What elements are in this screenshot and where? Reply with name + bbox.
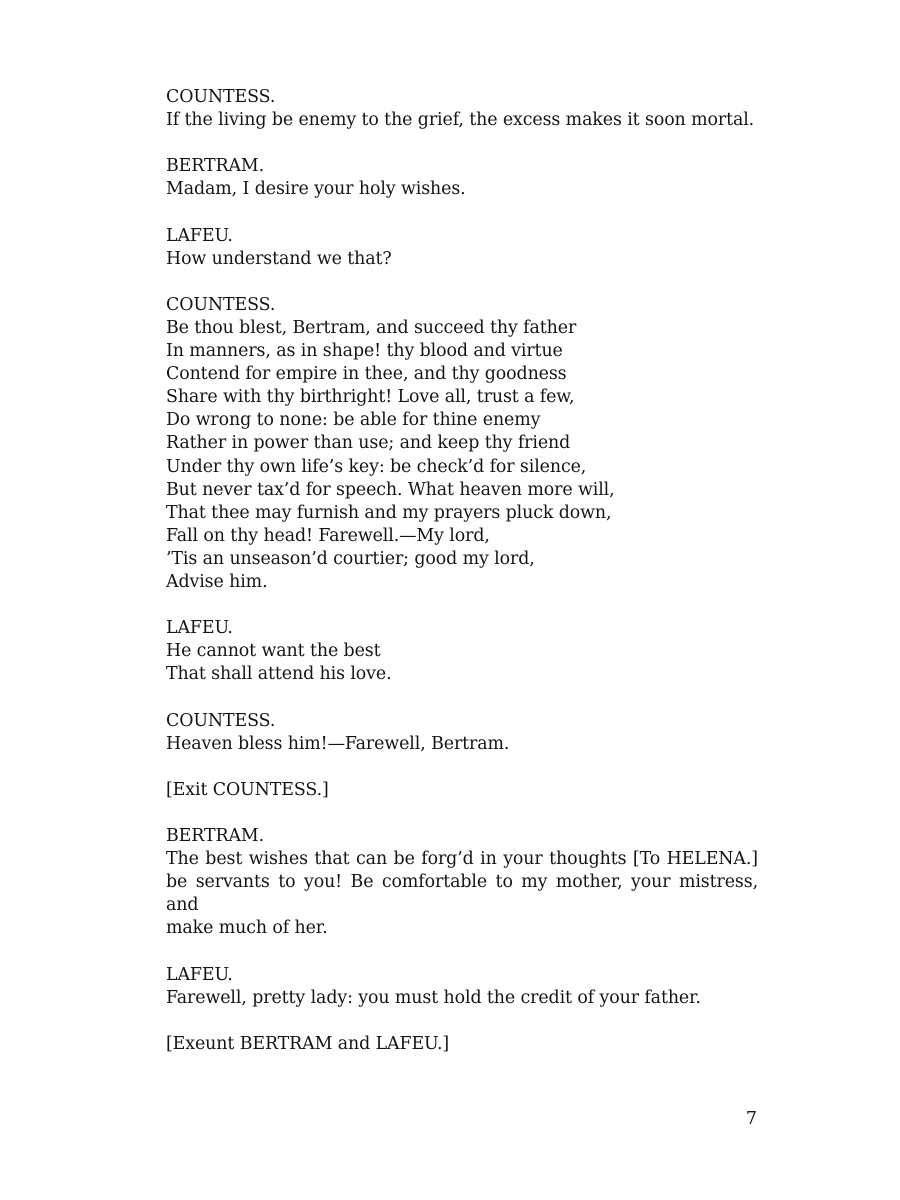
dialogue-line: Contend for empire in thee, and thy goodness bbox=[166, 364, 567, 385]
dialogue-line: How understand we that? bbox=[166, 248, 392, 269]
speaker-name: BERTRAM. bbox=[166, 156, 265, 177]
dialogue-line: Fall on thy head! Farewell.—My lord, bbox=[166, 525, 490, 546]
dialogue-line: Advise him. bbox=[166, 571, 268, 592]
dialogue-line: He cannot want the best bbox=[166, 641, 381, 662]
speech-block bbox=[166, 710, 758, 756]
dialogue-line: Be thou blest, Bertram, and succeed thy father bbox=[166, 317, 577, 338]
stage-direction-text: [Exit COUNTESS.] bbox=[166, 779, 329, 800]
speaker-name: BERTRAM. bbox=[166, 826, 265, 846]
dialogue-line: ’Tis an unseason’d courtier; good my lord, bbox=[166, 548, 535, 569]
speaker-name: LAFEU. bbox=[166, 225, 233, 246]
stage-direction-text: [Exeunt BERTRAM and LAFEU.] bbox=[166, 1033, 450, 1054]
script-text bbox=[166, 86, 758, 1079]
speaker-name: COUNTESS. bbox=[166, 294, 276, 315]
dialogue-line: Do wrong to none: be able for thine enemy bbox=[166, 410, 541, 431]
dialogue-line: Rather in power than use; and keep thy friend bbox=[166, 433, 571, 454]
dialogue-line: But never tax’d for speech. What heaven more will, bbox=[166, 479, 615, 500]
dialogue-line: Heaven bless him!—Farewell, Bertram. bbox=[166, 733, 510, 754]
dialogue-line: Under thy own life’s key: be check’d for silence, bbox=[166, 456, 587, 477]
speaker-name: LAFEU. bbox=[166, 964, 233, 985]
speech-block bbox=[166, 155, 758, 201]
stage-direction bbox=[166, 1033, 758, 1056]
speaker-name: COUNTESS. bbox=[166, 710, 276, 731]
speech-block bbox=[166, 617, 758, 686]
dialogue-line: In manners, as in shape! thy blood and virtue bbox=[166, 341, 563, 362]
stage-direction bbox=[166, 779, 758, 802]
dialogue-line: Farewell, pretty lady: you must hold the credit of your father. bbox=[166, 987, 701, 1008]
speaker-name: LAFEU. bbox=[166, 618, 233, 639]
speech-block bbox=[166, 294, 758, 594]
dialogue-line: If the living be enemy to the grief, the excess makes it soon mortal. bbox=[166, 110, 755, 131]
speech-block bbox=[166, 86, 758, 132]
dialogue-line: Share with thy birthright! Love all, trust a few, bbox=[166, 387, 575, 408]
speaker-name: COUNTESS. bbox=[166, 87, 276, 107]
dialogue-line: That thee may furnish and my prayers pluck down, bbox=[166, 502, 612, 523]
speech-block bbox=[166, 964, 758, 1010]
dialogue-line: The best wishes that can be forg’d in your thoughts [To HELENA.] bbox=[166, 849, 758, 870]
page-number: 7 bbox=[745, 1109, 757, 1129]
dialogue-line: make much of her. bbox=[166, 918, 328, 939]
speech-block bbox=[166, 225, 758, 271]
dialogue-line: be servants to you! Be comfortable to my mother, your mistress, and bbox=[166, 872, 758, 916]
dialogue-line: Madam, I desire your holy wishes. bbox=[166, 179, 466, 200]
dialogue-line: That shall attend his love. bbox=[166, 664, 392, 685]
speech-block bbox=[166, 825, 758, 940]
